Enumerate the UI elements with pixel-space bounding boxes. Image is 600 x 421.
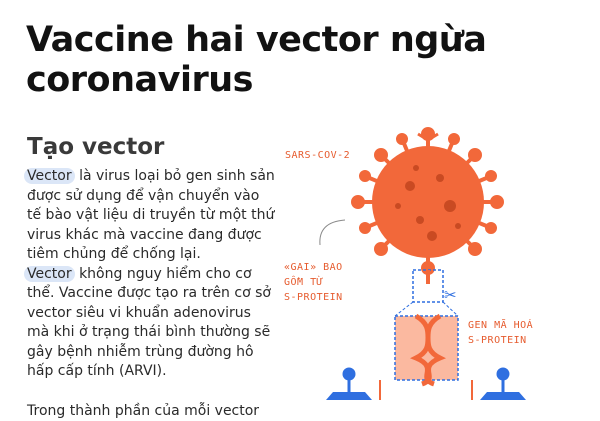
paragraph-text: là virus loại bỏ gen sinh sản được sử dụng để vận chuyển vào tế bào vật liệu di truyền từ một thứ virus khác mà vaccine đang được tiêm chủng để chống lại. bbox=[27, 168, 275, 262]
gene-label-line: S-PROTEIN bbox=[468, 333, 533, 348]
connector-line bbox=[443, 302, 458, 316]
spike-label-line: «GAI» BAO bbox=[284, 260, 343, 275]
highlight-term: Vector bbox=[24, 266, 75, 282]
highlight-term: Vector bbox=[24, 168, 75, 184]
adenovirus-icon bbox=[480, 368, 526, 400]
scissors-icon: ✂ bbox=[444, 286, 457, 304]
paragraph-text: không nguy hiểm cho cơ thể. Vaccine được tạo ra trên cơ sở vector siêu vi khuẩn adenovirus mà khi ở trạng thái bình thường sẽ gây bệnh nhiễm trùng đường hô hấp cấp tính (ARVI). bbox=[27, 266, 271, 380]
spike-label-line: GỒM TỪ bbox=[284, 275, 343, 290]
virus-body bbox=[372, 146, 484, 258]
connector-line bbox=[395, 302, 413, 316]
page-title: Vaccine hai vector ngừa coronavirus bbox=[26, 20, 586, 100]
gene-label-line: GEN MÃ HOÁ bbox=[468, 318, 533, 333]
virus-label: SARS-COV-2 bbox=[285, 148, 350, 163]
adenovirus-icon bbox=[326, 368, 372, 400]
paragraph-composition: Trong thành phần của mỗi vector bbox=[27, 402, 277, 421]
section-heading: Tạo vector bbox=[27, 134, 164, 160]
spike-label-line: S-PROTEIN bbox=[284, 290, 343, 305]
callout-line bbox=[320, 220, 345, 245]
